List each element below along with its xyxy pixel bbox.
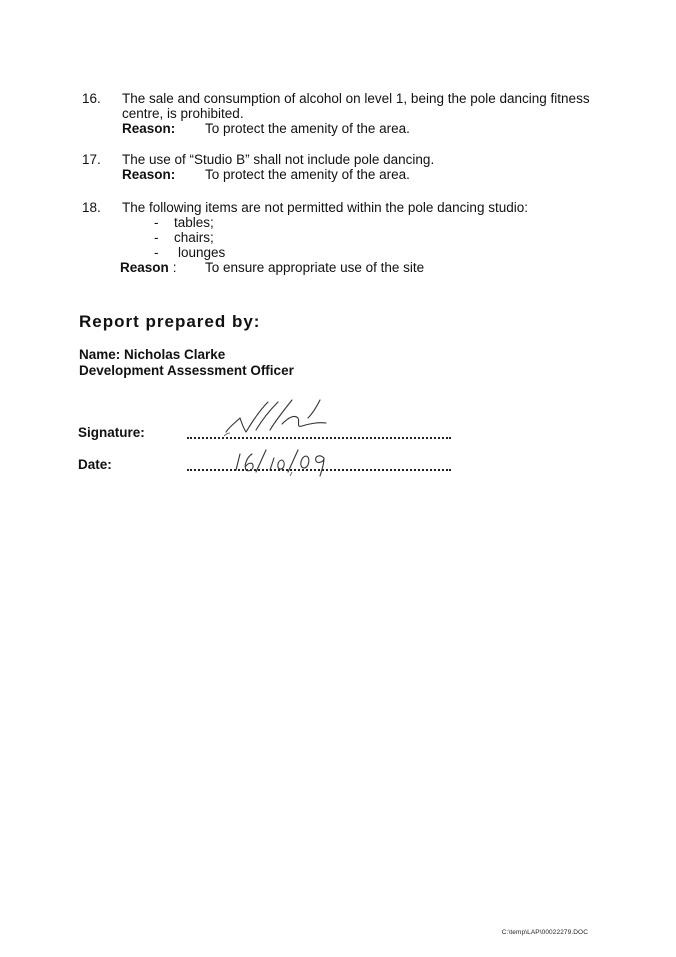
list-item: [122, 215, 612, 230]
reason-row: [122, 167, 612, 183]
list-item-label: chairs;: [174, 230, 214, 245]
prohibited-items-list: [122, 215, 612, 260]
reason-text: To protect the amenity of the area.: [205, 121, 410, 136]
list-item-label: tables;: [174, 215, 214, 230]
footer-file-path: C:\temp\LAP\00022279.DOC: [501, 929, 588, 936]
handwritten-date: [228, 446, 338, 480]
reason-colon: :: [172, 260, 177, 275]
date-label: Date:: [78, 457, 112, 472]
reason-label: Reason:: [122, 121, 176, 136]
reason-label: [120, 260, 177, 275]
report-heading: Report prepared by:: [79, 312, 261, 331]
condition-number: 16.: [82, 91, 101, 106]
list-dash: -: [154, 215, 159, 230]
condition-text-line: The use of “Studio B” shall not include pole dancing.: [122, 152, 435, 167]
list-dash: -: [154, 230, 159, 245]
reason-text: To protect the amenity of the area.: [205, 167, 410, 182]
list-item: [122, 230, 612, 245]
condition-number: 17.: [82, 152, 101, 167]
officer-name: Name: Nicholas Clarke: [79, 347, 226, 362]
reason-label: Reason:: [122, 167, 176, 182]
reason-row: [122, 121, 612, 137]
list-item: [122, 245, 612, 260]
list-dash: -: [154, 245, 159, 260]
handwritten-signature: [222, 396, 342, 440]
condition-text-line: centre, is prohibited.: [122, 106, 244, 121]
reason-text: To ensure appropriate use of the site: [205, 260, 425, 275]
officer-title: Development Assessment Officer: [79, 363, 294, 378]
list-item-label: lounges: [178, 245, 226, 260]
condition-number: 18.: [82, 200, 101, 215]
condition-text-line: The following items are not permitted within the pole dancing studio:: [122, 200, 528, 215]
reason-label-text: Reason: [120, 260, 169, 275]
reason-row: [120, 260, 612, 276]
signature-label: Signature:: [78, 425, 145, 440]
condition-text-line: The sale and consumption of alcohol on level 1, being the pole dancing fitness: [122, 91, 590, 106]
